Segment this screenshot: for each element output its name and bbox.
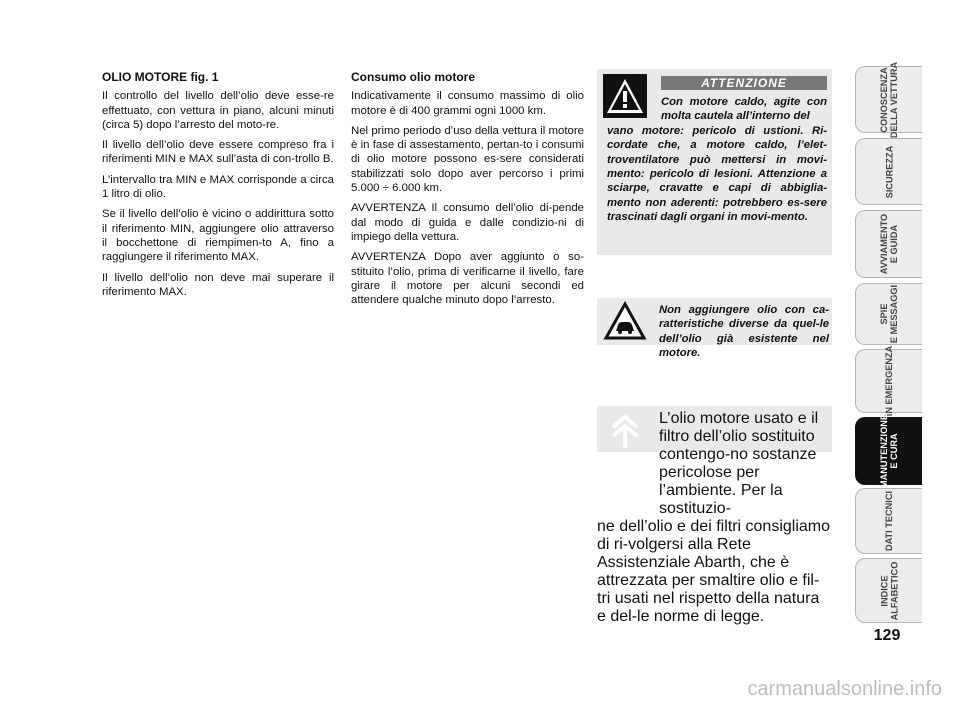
attention-text [607, 95, 827, 225]
attention-text-full: vano motore: pericolo di ustioni. Ri-cordate che, a motore caldo, l’elet-troventilatore può mettersi in movi-mento: pericolo di lesioni. Attenzione a sciarpe, cravatte e capi di abbiglia-mento non aderenti: potrebbero es-sere trascinati dagli organi in movi-mento. [607, 124, 827, 224]
tab-sicurezza[interactable] [855, 138, 922, 205]
tab-label: SICUREZZA [883, 145, 894, 198]
tab-conoscenza[interactable] [855, 61, 922, 138]
tab-spie[interactable] [855, 283, 922, 345]
paragraph: Il livello dell’olio non deve mai superare il riferimento MAX. [102, 271, 334, 298]
paragraph: L’intervallo tra MIN e MAX corrisponde a circa 1 litro di olio. [102, 173, 334, 201]
environment-text-full: ne dell’olio e dei filtri consigliamo di ri-volgersi alla Rete Assistenziale Abarth, che è attrezzata per smaltire olio e fil-tri usati nel rispetto della natura e del-le norme di legge. [597, 518, 831, 625]
paragraph: Indicativamente il consumo massimo di olio motore è di 400 grammi ogni 1000 km. [351, 90, 584, 117]
car-warning-icon [603, 301, 647, 341]
left-column [102, 70, 334, 305]
tab-avviamento[interactable] [855, 210, 922, 278]
tab-label: MANUTENZIONE E CURA [879, 413, 900, 489]
paragraph: Se il livello dell’olio è vicino o addirittura sotto il riferimento MIN, aggiungere olio attraverso il bocchettone di riempimen-to A, fino a raggiungere il riferimento MAX. [102, 208, 334, 264]
tab-label: AVVIAMENTO E GUIDA [879, 213, 899, 275]
oil-notice-box [597, 298, 832, 360]
tab-label: SPIE E MESSAGGI [878, 284, 899, 344]
attention-box [597, 69, 832, 255]
attention-text-indented: Con motore caldo, agite con molta cautela all’interno del [661, 96, 827, 123]
tab-dati-tecnici[interactable] [855, 488, 922, 554]
tab-label: INDICE ALFABETICO [878, 561, 899, 620]
environment-text [597, 410, 832, 626]
paragraph: Il controllo del livello dell’olio deve esse-re effettuato, con vettura in piano, alcuni minuti (circa 5) dopo l’arresto del moto-re. [102, 90, 334, 131]
environment-text-indented: L’olio motore usato e il filtro dell’olio sostituito contengo-no sostanze pericolose per l’ambiente. Per la sostituzio- [659, 410, 819, 517]
oil-notice-text: Non aggiungere olio con ca-ratteristiche diverse da quel-le dell’olio già esistente nel motore. [659, 304, 829, 360]
tab-label: IN EMERGENZA [884, 345, 895, 417]
watermark: carmanualsonline.info [747, 678, 942, 700]
tab-indice[interactable] [855, 558, 922, 623]
middle-column [351, 70, 584, 313]
tab-label: CONOSCENZA DELLA VETTURA [879, 61, 899, 138]
tab-label: DATI TECNICI [884, 490, 894, 552]
attention-label: ATTENZIONE [661, 76, 827, 90]
paragraph: Nel primo periodo d’uso della vettura il motore è in fase di assestamento, pertan-to i consumi di olio motore possono es-sere considerati stabilizzati solo dopo aver percorso i primi 5.000 ÷ 6.000 km. [351, 124, 584, 195]
page-number: 129 [873, 627, 901, 644]
section-heading: OLIO MOTORE fig. 1 [102, 70, 219, 84]
paragraph: AVVERTENZA Il consumo dell’olio di-pende dal modo di guida e dalle condizio-ni di impiego della vettura. [351, 202, 584, 243]
section-heading: Consumo olio motore [351, 70, 475, 84]
tab-manutenzione[interactable] [855, 413, 922, 489]
tab-emergenza[interactable] [855, 345, 922, 417]
paragraph: AVVERTENZA Dopo aver aggiunto o so-stituito l’olio, prima di verificarne il livello, fare girare il motore per alcuni secondi ed attendere qualche minuto dopo l’arresto. [351, 251, 584, 307]
paragraph: Il livello dell’olio deve essere compreso fra i riferimenti MIN e MAX sull’asta di con-trollo B. [102, 139, 334, 166]
